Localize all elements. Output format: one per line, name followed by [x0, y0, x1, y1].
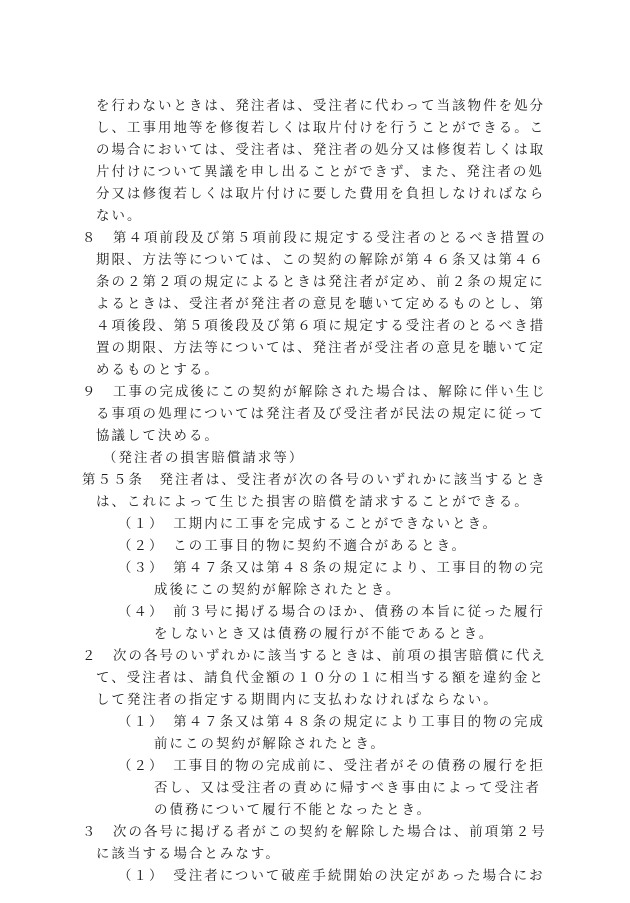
- text-line: 協議して決める。: [96, 429, 220, 444]
- text-line: る事項の処理については発注者及び受注者が民法の規定に従って: [96, 407, 545, 422]
- text-line: 期限、方法等については、この契約の解除が第４６条又は第４６: [96, 253, 545, 268]
- list-item: （２） この工事目的物に契約不適合があるとき。: [118, 539, 468, 554]
- paragraph-8-start: ８ 第４項前段及び第５項前段に規定する受注者のとるべき措置の: [82, 231, 547, 246]
- list-item: （１） 受注者について破産手続開始の決定があった場合にお: [118, 869, 545, 884]
- paragraph-3-start: ３ 次の各号に掲げる者がこの契約を解除した場合は、前項第２号: [82, 825, 547, 840]
- list-item: （２） 工事目的物の完成前に、受注者がその債務の履行を拒: [118, 759, 546, 774]
- paragraph-2-start: ２ 次の各号のいずれかに該当するときは、前項の損害賠償に代え: [82, 649, 547, 664]
- list-item: （４） 前３号に掲げる場合のほか、債務の本旨に従った履行: [118, 605, 546, 620]
- text-line: は、これによって生じた損害の賠償を請求することができる。: [96, 495, 530, 510]
- text-line: て、受注者は、請負代金額の１０分の１に相当する額を違約金と: [96, 671, 545, 686]
- text-line: 分又は修復若しくは取片付けに要した費用を負担しなければなら: [96, 187, 546, 202]
- paragraph-9-start: ９ 工事の完成後にこの契約が解除された場合は、解除に伴い生じ: [82, 385, 547, 400]
- list-item: （１） 第４７条又は第４８条の規定により工事目的物の完成: [118, 715, 546, 730]
- list-item: （３） 第４７条又は第４８条の規定により、工事目的物の完: [118, 561, 546, 576]
- list-item-continuation: 成後にこの契約が解除されたとき。: [154, 583, 402, 598]
- text-line: 置の期限、方法等については、発注者が受注者の意見を聴いて定: [96, 341, 545, 356]
- list-item: （１） 工期内に工事を完成することができないとき。: [118, 517, 499, 532]
- section-heading: （発注者の損害賠償請求等）: [103, 451, 305, 466]
- text-line: 条の２第２項の規定によるときは発注者が定め、前２条の規定に: [96, 275, 545, 290]
- text-line: よるときは、受注者が発注者の意見を聴いて定めるものとし、第: [96, 297, 546, 312]
- text-line: ４項後段、第５項後段及び第６項に規定する受注者のとるべき措: [96, 319, 546, 334]
- list-item-continuation: 前にこの契約が解除されたとき。: [154, 737, 386, 752]
- list-item-continuation: の債務について履行不能となったとき。: [154, 803, 433, 818]
- text-line: めるものとする。: [96, 363, 220, 378]
- text-line: に該当する場合とみなす。: [96, 847, 281, 862]
- list-item-continuation: をしないとき又は債務の履行が不能であるとき。: [154, 627, 495, 642]
- list-item-continuation: 否し、又は受注者の責めに帰すべき事由によって受注者: [154, 781, 541, 796]
- text-line: し、工事用地等を修復若しくは取片付けを行うことができる。こ: [96, 121, 546, 136]
- text-line: 片付けについて異議を申し出ることができず、また、発注者の処: [96, 165, 544, 180]
- text-line: を行わないときは、発注者は、受注者に代わって当該物件を処分: [96, 99, 546, 114]
- text-line: の場合においては、受注者は、発注者の処分又は修復若しくは取: [96, 143, 546, 158]
- text-line: ない。: [96, 209, 143, 224]
- text-line: して発注者の指定する期間内に支払わなければならない。: [96, 693, 499, 708]
- article-55-start: 第５５条 発注者は、受注者が次の各号のいずれかに該当するとき: [82, 473, 547, 488]
